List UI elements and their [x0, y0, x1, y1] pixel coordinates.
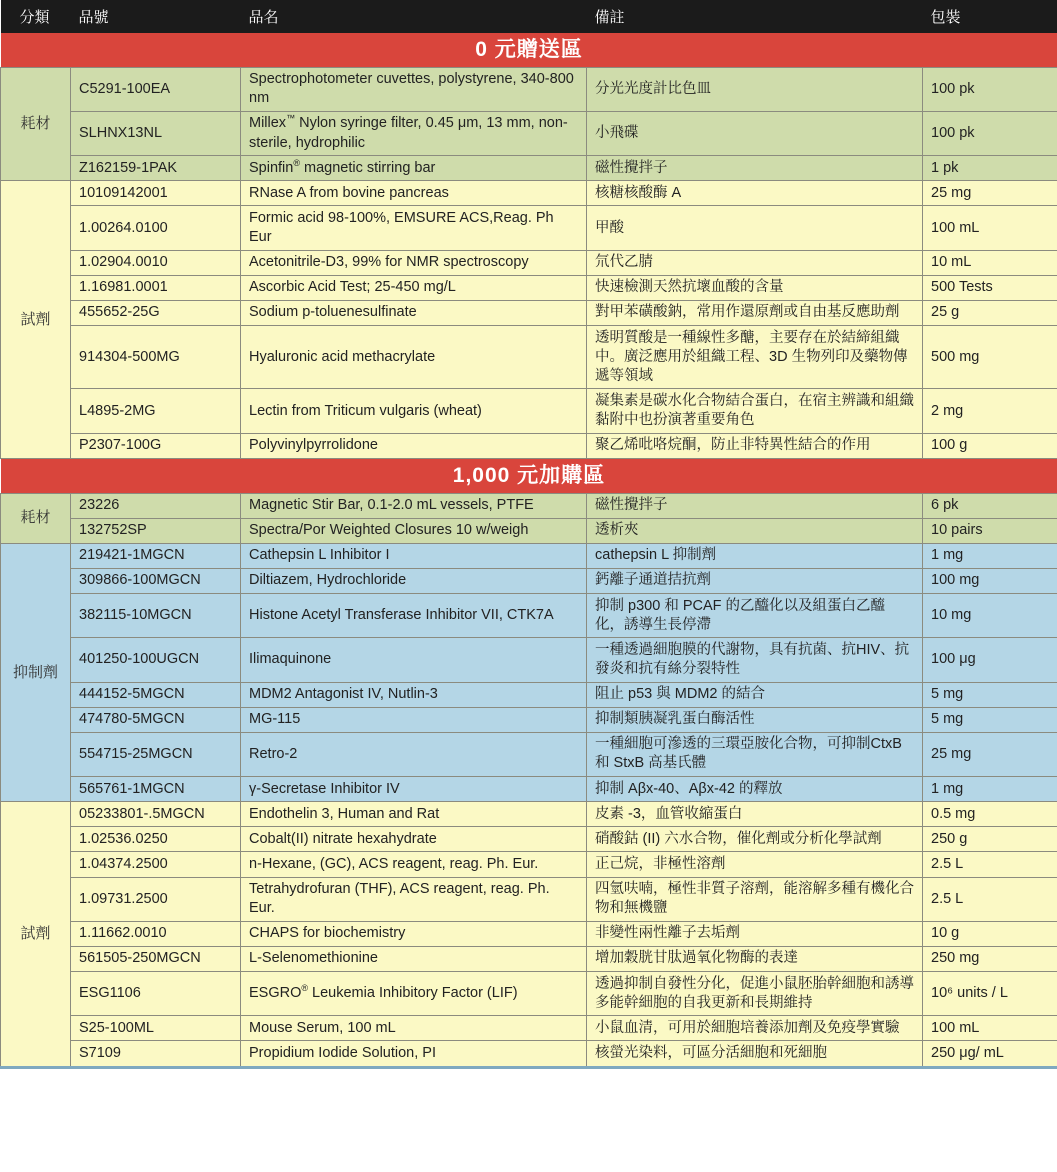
note-cell: 皮素 -3，血管收縮蛋白: [587, 802, 923, 827]
note-cell: 核螢光染料，可區分活細胞和死細胞: [587, 1041, 923, 1067]
product-no-cell: 10109142001: [71, 181, 241, 206]
product-name-cell: γ-Secretase Inhibitor IV: [241, 777, 587, 802]
table-row: [1, 300, 1057, 325]
product-no-cell: 1.04374.2500: [71, 852, 241, 877]
product-no-cell: 914304-500MG: [71, 326, 241, 389]
category-cell: 試劑: [1, 802, 71, 1067]
col-header-product-no: 品號: [71, 0, 241, 33]
note-cell: 硝酸鈷 (II) 六水合物，催化劑或分析化學試劑: [587, 827, 923, 852]
product-name-cell: Cathepsin L Inhibitor I: [241, 543, 587, 568]
note-cell: 核糖核酸酶 A: [587, 181, 923, 206]
product-no-cell: 554715-25MGCN: [71, 732, 241, 776]
product-name-cell: CHAPS for biochemistry: [241, 921, 587, 946]
note-cell: 凝集素是碳水化合物結合蛋白，在宿主辨識和組織黏附中也扮演著重要角色: [587, 389, 923, 433]
section-banner: 0 元贈送區: [1, 33, 1057, 67]
product-name-cell: MDM2 Antagonist IV, Nutlin-3: [241, 682, 587, 707]
col-header-category: 分類: [1, 0, 71, 33]
table-row: [1, 827, 1057, 852]
note-cell: 阻止 p53 與 MDM2 的結合: [587, 682, 923, 707]
col-header-product-name: 品名: [241, 0, 587, 33]
packaging-cell: 100 μg: [923, 638, 1057, 682]
packaging-cell: 2.5 L: [923, 877, 1057, 921]
table-body: [1, 33, 1057, 1067]
product-no-cell: S7109: [71, 1041, 241, 1067]
product-name-cell: MG-115: [241, 707, 587, 732]
table-header: [1, 0, 1057, 33]
packaging-cell: 500 Tests: [923, 275, 1057, 300]
packaging-cell: 25 mg: [923, 732, 1057, 776]
packaging-cell: 6 pk: [923, 493, 1057, 518]
product-no-cell: 444152-5MGCN: [71, 682, 241, 707]
product-name-cell: Sodium p-toluenesulfinate: [241, 300, 587, 325]
note-cell: 快速檢測天然抗壞血酸的含量: [587, 275, 923, 300]
table-row: [1, 206, 1057, 250]
product-no-cell: 1.00264.0100: [71, 206, 241, 250]
product-no-cell: SLHNX13NL: [71, 111, 241, 155]
note-cell: 磁性攪拌子: [587, 156, 923, 181]
packaging-cell: 10 mg: [923, 594, 1057, 638]
packaging-cell: 10 pairs: [923, 518, 1057, 543]
table-row: [1, 493, 1057, 518]
packaging-cell: 25 mg: [923, 181, 1057, 206]
col-header-packaging: 包裝: [923, 0, 1057, 33]
product-name-cell: Polyvinylpyrrolidone: [241, 433, 587, 458]
note-cell: 增加穀胱甘肽過氧化物酶的表達: [587, 946, 923, 971]
table-row: [1, 777, 1057, 802]
note-cell: 抑制 Aβx-40、Aβx-42 的釋放: [587, 777, 923, 802]
product-name-cell: ESGRO® Leukemia Inhibitory Factor (LIF): [241, 972, 587, 1016]
table-row: [1, 518, 1057, 543]
product-name-cell: Spinfin® magnetic stirring bar: [241, 156, 587, 181]
table-row: [1, 638, 1057, 682]
packaging-cell: 100 g: [923, 433, 1057, 458]
product-no-cell: 565761-1MGCN: [71, 777, 241, 802]
product-no-cell: 309866-100MGCN: [71, 568, 241, 593]
category-cell: 試劑: [1, 181, 71, 459]
product-name-cell: Acetonitrile-D3, 99% for NMR spectroscopy: [241, 250, 587, 275]
table-row: [1, 707, 1057, 732]
table-row: [1, 877, 1057, 921]
product-name-cell: Cobalt(II) nitrate hexahydrate: [241, 827, 587, 852]
table-row: [1, 1016, 1057, 1041]
product-name-cell: Histone Acetyl Transferase Inhibitor VII, CTK7A: [241, 594, 587, 638]
product-name-cell: Lectin from Triticum vulgaris (wheat): [241, 389, 587, 433]
product-name-cell: Endothelin 3, Human and Rat: [241, 802, 587, 827]
product-no-cell: 474780-5MGCN: [71, 707, 241, 732]
note-cell: 透明質酸是一種線性多醣，主要存在於結締組織中。廣泛應用於組織工程、3D 生物列印及藥物傳遞等領域: [587, 326, 923, 389]
category-cell: 耗材: [1, 67, 71, 181]
product-no-cell: 401250-100UGCN: [71, 638, 241, 682]
packaging-cell: 5 mg: [923, 682, 1057, 707]
note-cell: 透析夾: [587, 518, 923, 543]
product-name-cell: n-Hexane, (GC), ACS reagent, reag. Ph. Eur.: [241, 852, 587, 877]
packaging-cell: 10 mL: [923, 250, 1057, 275]
product-no-cell: 05233801-.5MGCN: [71, 802, 241, 827]
packaging-cell: 1 pk: [923, 156, 1057, 181]
packaging-cell: 500 mg: [923, 326, 1057, 389]
table-row: [1, 433, 1057, 458]
packaging-cell: 2.5 L: [923, 852, 1057, 877]
product-no-cell: 1.09731.2500: [71, 877, 241, 921]
table-row: [1, 543, 1057, 568]
note-cell: 磁性攪拌子: [587, 493, 923, 518]
packaging-cell: 1 mg: [923, 777, 1057, 802]
table-row: [1, 326, 1057, 389]
product-no-cell: 219421-1MGCN: [71, 543, 241, 568]
product-no-cell: 1.11662.0010: [71, 921, 241, 946]
product-name-cell: Retro-2: [241, 732, 587, 776]
note-cell: 一種透過細胞膜的代謝物，具有抗菌、抗HIV、抗發炎和抗有絲分裂特性: [587, 638, 923, 682]
note-cell: 小飛碟: [587, 111, 923, 155]
table-row: [1, 732, 1057, 776]
product-name-cell: Spectra/Por Weighted Closures 10 w/weigh: [241, 518, 587, 543]
packaging-cell: 100 pk: [923, 67, 1057, 111]
note-cell: 非變性兩性離子去垢劑: [587, 921, 923, 946]
product-no-cell: C5291-100EA: [71, 67, 241, 111]
note-cell: 聚乙烯吡咯烷酮，防止非特異性結合的作用: [587, 433, 923, 458]
note-cell: 分光光度計比色皿: [587, 67, 923, 111]
product-name-cell: Ascorbic Acid Test; 25-450 mg/L: [241, 275, 587, 300]
section-banner: 1,000 元加購區: [1, 458, 1057, 493]
note-cell: 一種細胞可滲透的三環亞胺化合物，可抑制CtxB 和 StxB 高基氏體: [587, 732, 923, 776]
table-row: [1, 156, 1057, 181]
note-cell: 透過抑制自發性分化，促進小鼠胚胎幹細胞和誘導多能幹細胞的自我更新和長期維持: [587, 972, 923, 1016]
packaging-cell: 100 mL: [923, 1016, 1057, 1041]
product-no-cell: 455652-25G: [71, 300, 241, 325]
table-row: [1, 682, 1057, 707]
product-name-cell: RNase A from bovine pancreas: [241, 181, 587, 206]
product-no-cell: ESG1106: [71, 972, 241, 1016]
product-name-cell: Propidium Iodide Solution, PI: [241, 1041, 587, 1067]
section-banner-row: [1, 33, 1057, 67]
section-banner-row: [1, 458, 1057, 493]
product-name-cell: Millex™ Nylon syringe filter, 0.45 μm, 13 mm, non-sterile, hydrophilic: [241, 111, 587, 155]
table-row: [1, 111, 1057, 155]
product-no-cell: 1.02536.0250: [71, 827, 241, 852]
header-row: [1, 0, 1057, 33]
product-no-cell: 23226: [71, 493, 241, 518]
packaging-cell: 100 mg: [923, 568, 1057, 593]
table-row: [1, 67, 1057, 111]
note-cell: 甲酸: [587, 206, 923, 250]
product-name-cell: Diltiazem, Hydrochloride: [241, 568, 587, 593]
note-cell: 抑制類胰凝乳蛋白酶活性: [587, 707, 923, 732]
packaging-cell: 1 mg: [923, 543, 1057, 568]
note-cell: 正己烷，非極性溶劑: [587, 852, 923, 877]
table-row: [1, 181, 1057, 206]
table-row: [1, 250, 1057, 275]
packaging-cell: 10⁶ units / L: [923, 972, 1057, 1016]
packaging-cell: 5 mg: [923, 707, 1057, 732]
table-row: [1, 802, 1057, 827]
table-row: [1, 946, 1057, 971]
product-no-cell: 1.02904.0010: [71, 250, 241, 275]
table-row: [1, 594, 1057, 638]
table-row: [1, 389, 1057, 433]
packaging-cell: 100 mL: [923, 206, 1057, 250]
category-cell: 耗材: [1, 493, 71, 543]
table-row: [1, 852, 1057, 877]
product-no-cell: 561505-250MGCN: [71, 946, 241, 971]
product-no-cell: 1.16981.0001: [71, 275, 241, 300]
packaging-cell: 250 g: [923, 827, 1057, 852]
product-no-cell: L4895-2MG: [71, 389, 241, 433]
note-cell: cathepsin L 抑制劑: [587, 543, 923, 568]
note-cell: 四氫呋喃，極性非質子溶劑，能溶解多種有機化合物和無機鹽: [587, 877, 923, 921]
packaging-cell: 0.5 mg: [923, 802, 1057, 827]
packaging-cell: 2 mg: [923, 389, 1057, 433]
product-no-cell: 382115-10MGCN: [71, 594, 241, 638]
product-name-cell: Ilimaquinone: [241, 638, 587, 682]
product-name-cell: Tetrahydrofuran (THF), ACS reagent, reag. Ph. Eur.: [241, 877, 587, 921]
packaging-cell: 10 g: [923, 921, 1057, 946]
note-cell: 小鼠血清，可用於細胞培養添加劑及免疫學實驗: [587, 1016, 923, 1041]
table-row: [1, 275, 1057, 300]
note-cell: 對甲苯磺酸鈉，常用作還原劑或自由基反應助劑: [587, 300, 923, 325]
packaging-cell: 250 mg: [923, 946, 1057, 971]
note-cell: 氘代乙腈: [587, 250, 923, 275]
category-cell: 抑制劑: [1, 543, 71, 801]
note-cell: 抑制 p300 和 PCAF 的乙醯化以及組蛋白乙醯化，誘導生長停滯: [587, 594, 923, 638]
product-name-cell: Mouse Serum, 100 mL: [241, 1016, 587, 1041]
table-row: [1, 1041, 1057, 1067]
product-no-cell: P2307-100G: [71, 433, 241, 458]
product-name-cell: Magnetic Stir Bar, 0.1-2.0 mL vessels, PTFE: [241, 493, 587, 518]
table-row: [1, 568, 1057, 593]
product-name-cell: Formic acid 98-100%, EMSURE ACS,Reag. Ph Eur: [241, 206, 587, 250]
packaging-cell: 100 pk: [923, 111, 1057, 155]
product-no-cell: S25-100ML: [71, 1016, 241, 1041]
packaging-cell: 25 g: [923, 300, 1057, 325]
col-header-note: 備註: [587, 0, 923, 33]
table-row: [1, 972, 1057, 1016]
note-cell: 鈣離子通道拮抗劑: [587, 568, 923, 593]
product-name-cell: Hyaluronic acid methacrylate: [241, 326, 587, 389]
packaging-cell: 250 μg/ mL: [923, 1041, 1057, 1067]
product-name-cell: L-Selenomethionine: [241, 946, 587, 971]
product-no-cell: 132752SP: [71, 518, 241, 543]
product-no-cell: Z162159-1PAK: [71, 156, 241, 181]
product-name-cell: Spectrophotometer cuvettes, polystyrene, 340-800 nm: [241, 67, 587, 111]
table-row: [1, 921, 1057, 946]
